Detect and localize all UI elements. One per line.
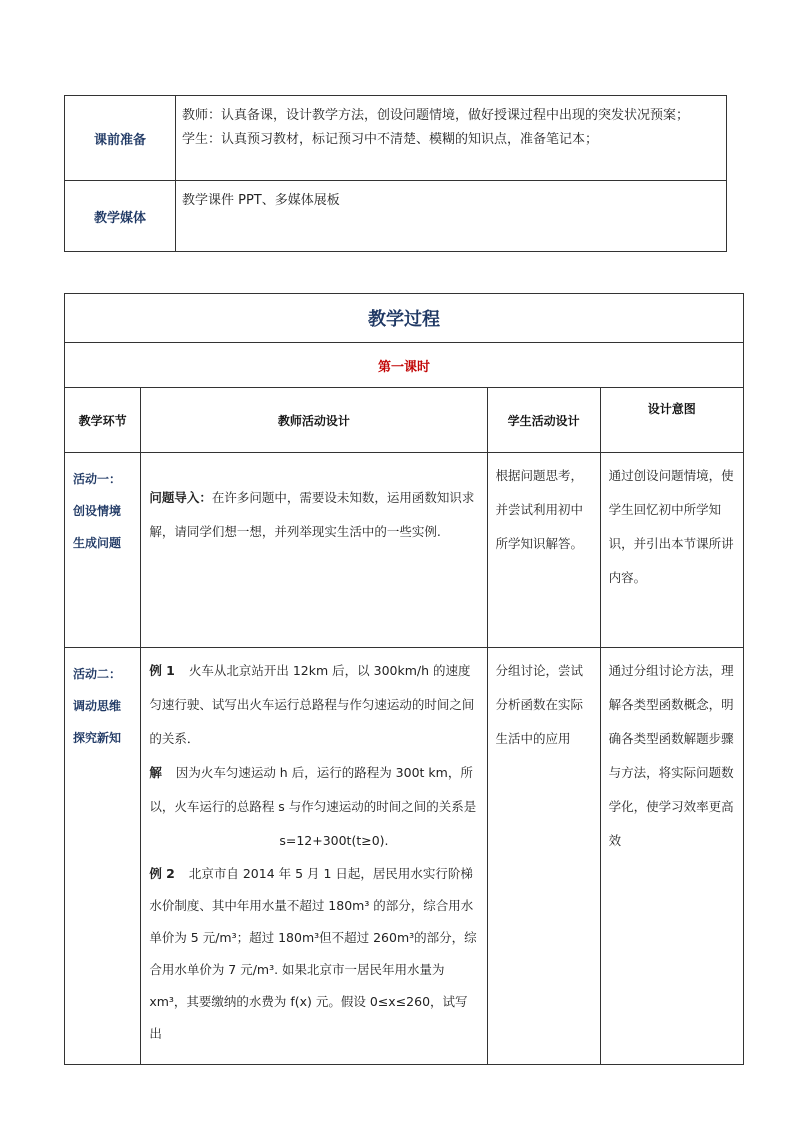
prep-content <box>176 96 727 181</box>
header-teacher: 教师活动设计 <box>141 388 487 453</box>
activity-row <box>65 453 744 648</box>
activity1-student: 根据问题思考，并尝试利用初中所学知识解答。 <box>487 453 600 648</box>
problem-intro-label: 问题导入： <box>149 490 212 505</box>
example1 <box>149 654 478 756</box>
activity1-teacher <box>141 453 487 648</box>
problem-intro-text: 在许多问题中，需要设未知数，运用函数知识求解，请同学们想一想，并列举现实生活中的一些实例. <box>149 490 475 539</box>
example1-label: 例 1 <box>149 663 175 678</box>
example1-text: 火车从北京站开出 12km 后，以 300km/h 的速度匀速行驶、试写出火车运行总路程与作匀速运动的时间之间的关系． <box>149 663 475 746</box>
solution <box>149 756 478 824</box>
solution-label: 解 <box>149 765 162 780</box>
activity-row <box>65 648 744 1065</box>
activity1-label-line: 生成问题 <box>73 536 122 550</box>
activity2-teacher <box>141 648 487 1065</box>
header-stage: 教学环节 <box>65 388 141 453</box>
activity1-label <box>65 453 141 648</box>
activity2-label <box>65 648 141 1065</box>
example2-text: 北京市自 2014 年 5 月 1 日起，居民用水实行阶梯水价制度、其中年用水量不超过 180m³ 的部分，综合用水单价为 5 元/m³；超过 180m³但不超过 260m³的部分，综合用水单价为 7 元/m³. 如果北京市一居民年用水量为 xm³，其要缴纳的水费为 f(x) 元。假设 0≤x≤260，试写出 <box>149 866 477 1041</box>
media-label: 教学媒体 <box>65 181 176 252</box>
activity2-label-line: 活动二： <box>73 667 122 681</box>
student-prep-line: 学生：认真预习教材，标记预习中不清楚、模糊的知识点，准备笔记本； <box>182 132 599 147</box>
media-content <box>176 181 727 252</box>
activity2-label-line: 调动思维 <box>73 699 122 713</box>
header-intent: 设计意图 <box>600 388 743 453</box>
example2-label: 例 2 <box>149 866 175 881</box>
teacher-prep-line: 教师：认真备课，设计教学方法，创设问题情境，做好授课过程中出现的突发状况预案； <box>182 108 690 123</box>
prep-label: 课前准备 <box>65 96 176 181</box>
process-table <box>64 293 744 1065</box>
activity2-label-line: 探究新知 <box>73 731 122 745</box>
activity1-label-line: 创设情境 <box>73 504 122 518</box>
header-row <box>65 388 744 453</box>
activity1-intent: 通过创设问题情境，使学生回忆初中所学知识，并引出本节课所讲内容。 <box>600 453 743 648</box>
preparation-table <box>64 95 727 252</box>
media-row <box>65 181 727 252</box>
activity2-intent: 通过分组讨论方法，理解各类型函数概念，明确各类型函数解题步骤与方法，将实际问题数学化，使学习效率更高效 <box>600 648 743 1065</box>
formula: s=12+300t(t≥0). <box>279 833 389 848</box>
process-title: 教学过程 <box>65 294 744 343</box>
header-student: 学生活动设计 <box>487 388 600 453</box>
activity2-student: 分组讨论，尝试分析函数在实际生活中的应用 <box>487 648 600 1065</box>
activity1-label-line: 活动一： <box>73 472 122 486</box>
example2 <box>149 858 478 1050</box>
solution-text: 因为火车匀速运动 h 后，运行的路程为 300t km，所以，火车运行的总路程 s 与作匀速运动的时间之间的关系是 <box>149 765 477 814</box>
media-line: 教学课件 PPT、多媒体展板 <box>182 193 340 208</box>
prep-row <box>65 96 727 181</box>
lesson-label: 第一课时 <box>65 343 744 388</box>
